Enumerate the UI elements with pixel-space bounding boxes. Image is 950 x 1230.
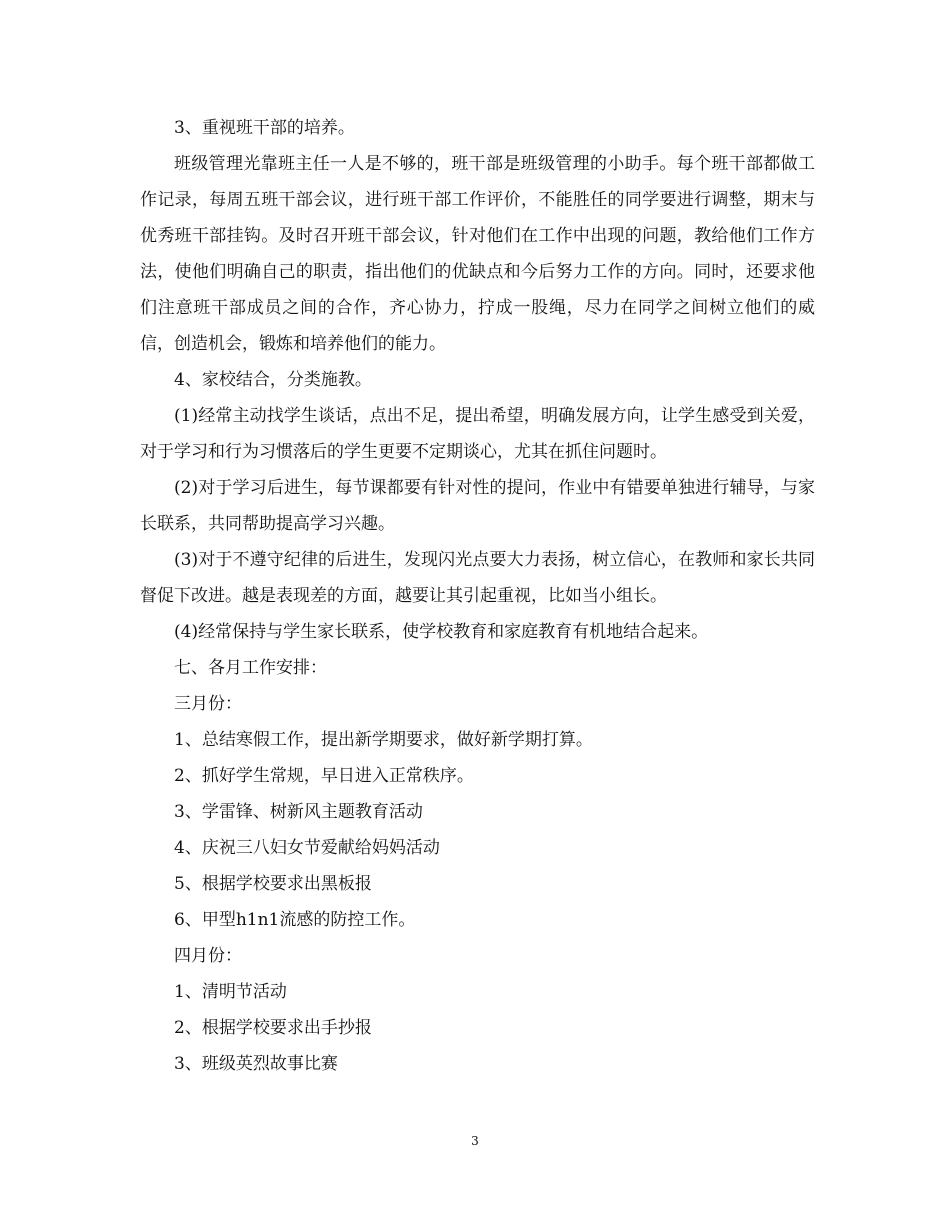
list-item-4: (4)经常保持与学生家长联系，使学校教育和家庭教育有机地结合起来。 — [174, 622, 709, 642]
april-item-3: 3、班级英烈故事比赛 — [174, 1054, 338, 1074]
month-heading-april: 四月份： — [174, 946, 242, 966]
march-item-4: 4、庆祝三八妇女节爱献给妈妈活动 — [174, 838, 440, 858]
april-item-1: 1、清明节活动 — [174, 982, 287, 1002]
list-item-3: (3)对于不遵守纪律的后进生，发现闪光点要大力表扬，树立信心，在教师和家长共同督促下改进。越是表现差的方面，越要让其引起重视，比如当小组长。 — [140, 550, 815, 606]
section-heading-monthly-plan: 七、各月工作安排： — [174, 658, 327, 678]
page-number: 3 — [471, 1134, 479, 1148]
march-item-1: 1、总结寒假工作，提出新学期要求，做好新学期打算。 — [174, 730, 593, 750]
month-heading-march: 三月份： — [174, 694, 242, 714]
april-item-2: 2、根据学校要求出手抄报 — [174, 1018, 372, 1038]
section-heading-home-school: 4、家校结合，分类施教。 — [174, 370, 372, 390]
march-item-6: 6、甲型h1n1流感的防控工作。 — [174, 910, 416, 930]
march-item-3: 3、学雷锋、树新风主题教育活动 — [174, 802, 423, 822]
document-body — [140, 110, 815, 1082]
march-item-2: 2、抓好学生常规，早日进入正常秩序。 — [174, 766, 474, 786]
list-item-1: (1)经常主动找学生谈话，点出不足，提出希望，明确发展方向，让学生感受到关爱，对于学习和行为习惯落后的学生更要不定期谈心，尤其在抓住问题时。 — [140, 406, 815, 462]
section-heading-class-cadre: 3、重视班干部的培养。 — [174, 118, 355, 138]
march-item-5: 5、根据学校要求出黑板报 — [174, 874, 372, 894]
paragraph-class-cadre: 班级管理光靠班主任一人是不够的，班干部是班级管理的小助手。每个班干部都做工作记录，每周五班干部会议，进行班干部工作评价，不能胜任的同学要进行调整，期末与优秀班干部挂钩。及时召开班干部会议，针对他们在工作中出现的问题，教给他们工作方法，使他们明确自己的职责，指出他们的优缺点和今后努力工作的方向。同时，还要求他们注意班干部成员之间的合作，齐心协力，拧成一股绳，尽力在同学之间树立他们的威信，创造机会，锻炼和培养他们的能力。 — [140, 154, 815, 354]
list-item-2: (2)对于学习后进生，每节课都要有针对性的提问，作业中有错要单独进行辅导，与家长联系，共同帮助提高学习兴趣。 — [140, 478, 815, 534]
